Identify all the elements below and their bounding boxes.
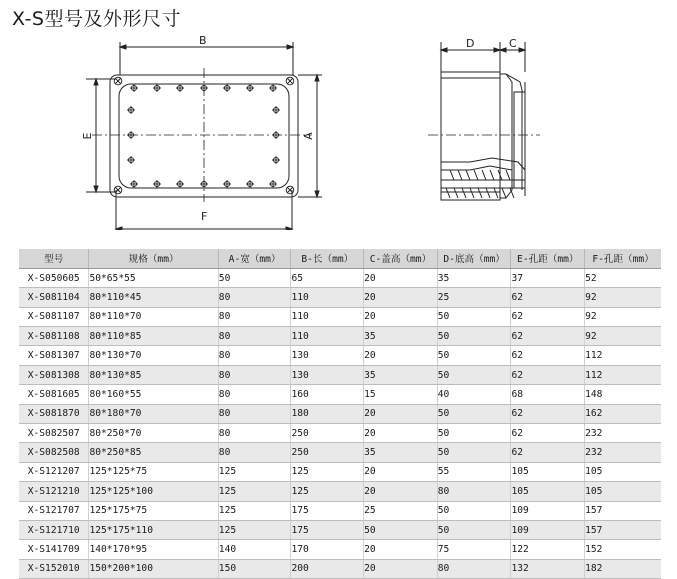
table-cell: 50 — [437, 404, 511, 423]
table-cell: X-S121207 — [19, 462, 89, 481]
table-cell: 20 — [364, 559, 438, 578]
table-cell: X-S081307 — [19, 346, 89, 365]
table-cell: X-S081870 — [19, 404, 89, 423]
table-cell: 130 — [291, 346, 364, 365]
table-row — [19, 501, 661, 520]
table-cell: 37 — [511, 268, 585, 287]
table-cell: 62 — [511, 307, 585, 326]
table-cell: 80 — [218, 404, 291, 423]
table-cell: 109 — [511, 520, 585, 539]
table-cell: 125*175*75 — [89, 501, 218, 520]
header-a-width: A-宽（mm） — [218, 249, 291, 268]
table-cell: 35 — [364, 443, 438, 462]
table-row — [19, 346, 661, 365]
table-cell: 250 — [291, 443, 364, 462]
table-row — [19, 288, 661, 307]
table-row — [19, 540, 661, 559]
table-cell: 80*110*85 — [89, 327, 218, 346]
table-cell: 20 — [364, 404, 438, 423]
table-cell: 125 — [218, 482, 291, 501]
table-cell: 157 — [585, 501, 661, 520]
table-cell: 122 — [511, 540, 585, 559]
table-cell: 20 — [364, 462, 438, 481]
table-cell: X-S082507 — [19, 424, 89, 443]
table-cell: X-S050605 — [19, 268, 89, 287]
table-row — [19, 520, 661, 539]
dim-label-b: B — [199, 34, 207, 47]
table-cell: 92 — [585, 327, 661, 346]
table-cell: 148 — [585, 385, 661, 404]
table-cell: 80 — [218, 346, 291, 365]
dimension-drawing — [0, 30, 677, 230]
table-cell: 92 — [585, 307, 661, 326]
table-cell: 52 — [585, 268, 661, 287]
table-cell: 130 — [291, 365, 364, 384]
table-cell: 68 — [511, 385, 585, 404]
table-cell: 20 — [364, 540, 438, 559]
table-row — [19, 268, 661, 287]
header-c-lid-height: C-盖高（mm） — [364, 249, 438, 268]
table-row — [19, 404, 661, 423]
table-cell: X-S081104 — [19, 288, 89, 307]
table-cell: 112 — [585, 346, 661, 365]
table-cell: 50 — [437, 327, 511, 346]
table-cell: X-S081605 — [19, 385, 89, 404]
table-cell: 125 — [291, 482, 364, 501]
table-row — [19, 482, 661, 501]
table-cell: 110 — [291, 327, 364, 346]
table-cell: 80*110*70 — [89, 307, 218, 326]
header-e-hole-spacing: E-孔距（mm） — [511, 249, 585, 268]
table-cell: 125 — [218, 520, 291, 539]
spec-table — [19, 249, 661, 579]
table-cell: 232 — [585, 424, 661, 443]
table-cell: 80 — [218, 385, 291, 404]
table-cell: 80*250*85 — [89, 443, 218, 462]
table-cell: 110 — [291, 288, 364, 307]
table-cell: 232 — [585, 443, 661, 462]
dim-label-c: C — [509, 37, 517, 50]
table-row — [19, 424, 661, 443]
table-cell: 182 — [585, 559, 661, 578]
table-cell: 125*125*75 — [89, 462, 218, 481]
table-cell: 150*200*100 — [89, 559, 218, 578]
table-cell: 150 — [218, 559, 291, 578]
table-cell: 80*180*70 — [89, 404, 218, 423]
table-cell: 25 — [364, 501, 438, 520]
table-cell: 80 — [437, 482, 511, 501]
table-cell: 35 — [364, 365, 438, 384]
table-cell: 62 — [511, 424, 585, 443]
table-cell: 50 — [364, 520, 438, 539]
table-cell: X-S121210 — [19, 482, 89, 501]
header-d-base-height: D-底高（mm） — [437, 249, 511, 268]
table-cell: 50*65*55 — [89, 268, 218, 287]
table-cell: 62 — [511, 288, 585, 307]
table-cell: 15 — [364, 385, 438, 404]
table-cell: 50 — [437, 424, 511, 443]
table-cell: 62 — [511, 346, 585, 365]
table-cell: 140*170*95 — [89, 540, 218, 559]
table-cell: 105 — [585, 482, 661, 501]
table-cell: 125 — [218, 501, 291, 520]
page-title: X-S型号及外形尺寸 — [12, 8, 181, 30]
header-f-hole-spacing: F-孔距（mm） — [585, 249, 661, 268]
table-cell: 152 — [585, 540, 661, 559]
table-cell: 175 — [291, 501, 364, 520]
table-cell: 50 — [437, 346, 511, 365]
table-cell: 200 — [291, 559, 364, 578]
table-cell: 125*175*110 — [89, 520, 218, 539]
table-cell: 20 — [364, 482, 438, 501]
table-cell: 92 — [585, 288, 661, 307]
table-cell: 25 — [437, 288, 511, 307]
table-cell: 80 — [218, 307, 291, 326]
table-cell: 20 — [364, 268, 438, 287]
table-cell: 40 — [437, 385, 511, 404]
table-cell: X-S141709 — [19, 540, 89, 559]
table-cell: 62 — [511, 327, 585, 346]
table-cell: 62 — [511, 365, 585, 384]
table-cell: 157 — [585, 520, 661, 539]
table-cell: 80 — [218, 327, 291, 346]
table-cell: X-S081108 — [19, 327, 89, 346]
table-cell: 80 — [218, 424, 291, 443]
table-row — [19, 307, 661, 326]
table-cell: 20 — [364, 424, 438, 443]
table-cell: X-S152010 — [19, 559, 89, 578]
table-row — [19, 327, 661, 346]
table-cell: 50 — [437, 307, 511, 326]
table-cell: 65 — [291, 268, 364, 287]
table-cell: 55 — [437, 462, 511, 481]
table-cell: 80 — [218, 443, 291, 462]
front-view — [86, 42, 322, 230]
table-cell: 180 — [291, 404, 364, 423]
table-cell: X-S081107 — [19, 307, 89, 326]
table-cell: 80 — [218, 365, 291, 384]
table-cell: 80*130*70 — [89, 346, 218, 365]
table-cell: X-S121710 — [19, 520, 89, 539]
table-cell: 162 — [585, 404, 661, 423]
table-cell: 175 — [291, 520, 364, 539]
table-header-row — [19, 249, 661, 268]
table-cell: 250 — [291, 424, 364, 443]
table-cell: 50 — [437, 443, 511, 462]
dim-label-d: D — [466, 37, 475, 50]
table-cell: 50 — [437, 501, 511, 520]
table-cell: 110 — [291, 307, 364, 326]
table-cell: 80*250*70 — [89, 424, 218, 443]
header-model: 型号 — [19, 249, 89, 268]
table-cell: 105 — [511, 482, 585, 501]
table-row — [19, 365, 661, 384]
table-cell: 105 — [511, 462, 585, 481]
table-cell: 62 — [511, 443, 585, 462]
table-cell: 125 — [291, 462, 364, 481]
table-cell: X-S081308 — [19, 365, 89, 384]
table-cell: 50 — [437, 365, 511, 384]
dim-label-f: F — [201, 210, 208, 223]
header-b-length: B-长（mm） — [291, 249, 364, 268]
table-cell: 20 — [364, 307, 438, 326]
dim-label-e: E — [81, 132, 94, 140]
header-spec: 规格（mm） — [89, 249, 218, 268]
table-cell: 109 — [511, 501, 585, 520]
table-cell: 125*125*100 — [89, 482, 218, 501]
table-cell: 170 — [291, 540, 364, 559]
dim-label-a: A — [302, 132, 315, 140]
table-row — [19, 385, 661, 404]
table-cell: 50 — [218, 268, 291, 287]
table-cell: 105 — [585, 462, 661, 481]
table-cell: X-S121707 — [19, 501, 89, 520]
table-row — [19, 443, 661, 462]
table-cell: 20 — [364, 288, 438, 307]
table-cell: 140 — [218, 540, 291, 559]
table-cell: X-S082508 — [19, 443, 89, 462]
table-cell: 50 — [437, 520, 511, 539]
table-cell: 80 — [218, 288, 291, 307]
side-view — [428, 42, 540, 200]
table-cell: 35 — [437, 268, 511, 287]
table-cell: 80*110*45 — [89, 288, 218, 307]
table-cell: 35 — [364, 327, 438, 346]
table-cell: 112 — [585, 365, 661, 384]
table-cell: 75 — [437, 540, 511, 559]
table-cell: 160 — [291, 385, 364, 404]
table-row — [19, 462, 661, 481]
table-row — [19, 559, 661, 578]
table-cell: 132 — [511, 559, 585, 578]
table-cell: 125 — [218, 462, 291, 481]
table-cell: 62 — [511, 404, 585, 423]
table-cell: 80 — [437, 559, 511, 578]
table-cell: 20 — [364, 346, 438, 365]
table-cell: 80*130*85 — [89, 365, 218, 384]
table-cell: 80*160*55 — [89, 385, 218, 404]
